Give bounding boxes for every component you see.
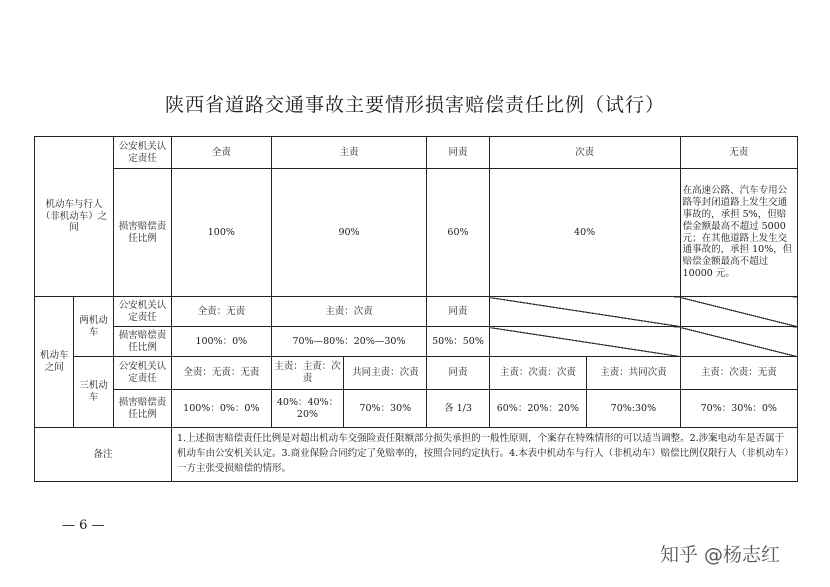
document-title: 陕西省道路交通事故主要情形损害赔偿责任比例（试行）	[164, 94, 665, 116]
group-label-veh-veh: 机动车之间	[35, 297, 74, 428]
empty-diagonal-cell	[680, 327, 797, 357]
table-cell: 共同主责：次责	[344, 357, 427, 390]
row-label: 损害赔偿责任比例	[113, 327, 171, 357]
table-cell: 50%：50%	[427, 327, 489, 357]
responsibility-table	[34, 136, 798, 482]
no-fault-cell: 在高速公路、汽车专用公路等封闭道路上发生交通事故的，承担 5%，但赔偿金额最高不超过 5000 元；在其他道路上发生交通事故的，承担 10%，但赔偿金额最高不超过 10000 元。	[680, 169, 797, 297]
notes-text: 1.上述损害赔偿责任比例是对超出机动车交强险责任限额部分损失承担的一般性原则，个案存在特殊情形的可以适当调整。2.涉案电动车是否属于机动车由公安机关认定。3.商业保险合同约定了免赔率的，按照合同约定执行。4.本表中机动车与行人（非机动车）赔偿比例仅限行人（非机动车）一方主张受损赔偿的情形。	[172, 428, 798, 482]
table-row	[35, 357, 798, 390]
empty-diagonal-cell	[680, 297, 797, 327]
watermark: 知乎 @杨志红	[660, 544, 781, 566]
subgroup-label-two: 两机动车	[74, 297, 113, 357]
group-label-veh-ped: 机动车与行人（非机动车）之间	[35, 137, 114, 297]
table-cell: 同责	[427, 297, 489, 327]
notes-label: 备注	[35, 428, 172, 482]
table-cell: 无责	[680, 137, 797, 169]
page-number: — 6 —	[62, 518, 105, 533]
table-cell: 各 1/3	[427, 390, 489, 428]
row-label: 损害赔偿责任比例	[113, 390, 171, 428]
table-row	[35, 297, 798, 327]
table-cell: 主责：次责：无责	[680, 357, 797, 390]
row-label: 公安机关认定责任	[113, 137, 171, 169]
table-cell: 全责	[172, 137, 272, 169]
table-row	[35, 137, 798, 169]
subgroup-label-three: 三机动车	[74, 357, 113, 428]
table-row	[35, 428, 798, 482]
table-cell: 90%	[271, 169, 427, 297]
table-cell: 40%：40%：20%	[271, 390, 344, 428]
row-label: 损害赔偿责任比例	[113, 169, 171, 297]
table-cell: 全责：无责	[172, 297, 272, 327]
table-cell: 主责：次责	[271, 297, 427, 327]
empty-diagonal-cell	[489, 327, 680, 357]
table-cell: 同责	[427, 137, 489, 169]
row-label: 公安机关认定责任	[113, 357, 171, 390]
table-cell: 70%：30%	[344, 390, 427, 428]
table-cell: 主责	[271, 137, 427, 169]
table-row	[35, 327, 798, 357]
row-label: 公安机关认定责任	[113, 297, 171, 327]
table-cell: 60%	[427, 169, 489, 297]
table-cell: 主责：共同次责	[587, 357, 680, 390]
table-row	[35, 169, 798, 297]
table-cell: 100%	[172, 169, 272, 297]
table-row	[35, 390, 798, 428]
table-cell: 60%：20%：20%	[489, 390, 587, 428]
table-cell: 全责：无责：无责	[172, 357, 272, 390]
table-cell: 主责：主责：次责	[271, 357, 344, 390]
table-cell: 100%：0%：0%	[172, 390, 272, 428]
table-cell: 70%:30%	[587, 390, 680, 428]
table-cell: 70%—80%：20%—30%	[271, 327, 427, 357]
table-cell: 同责	[427, 357, 489, 390]
empty-diagonal-cell	[489, 297, 680, 327]
table-cell: 次责	[489, 137, 680, 169]
table-cell: 100%：0%	[172, 327, 272, 357]
table-cell: 70%：30%：0%	[680, 390, 797, 428]
table-cell: 主责：次责：次责	[489, 357, 587, 390]
table-cell: 40%	[489, 169, 680, 297]
